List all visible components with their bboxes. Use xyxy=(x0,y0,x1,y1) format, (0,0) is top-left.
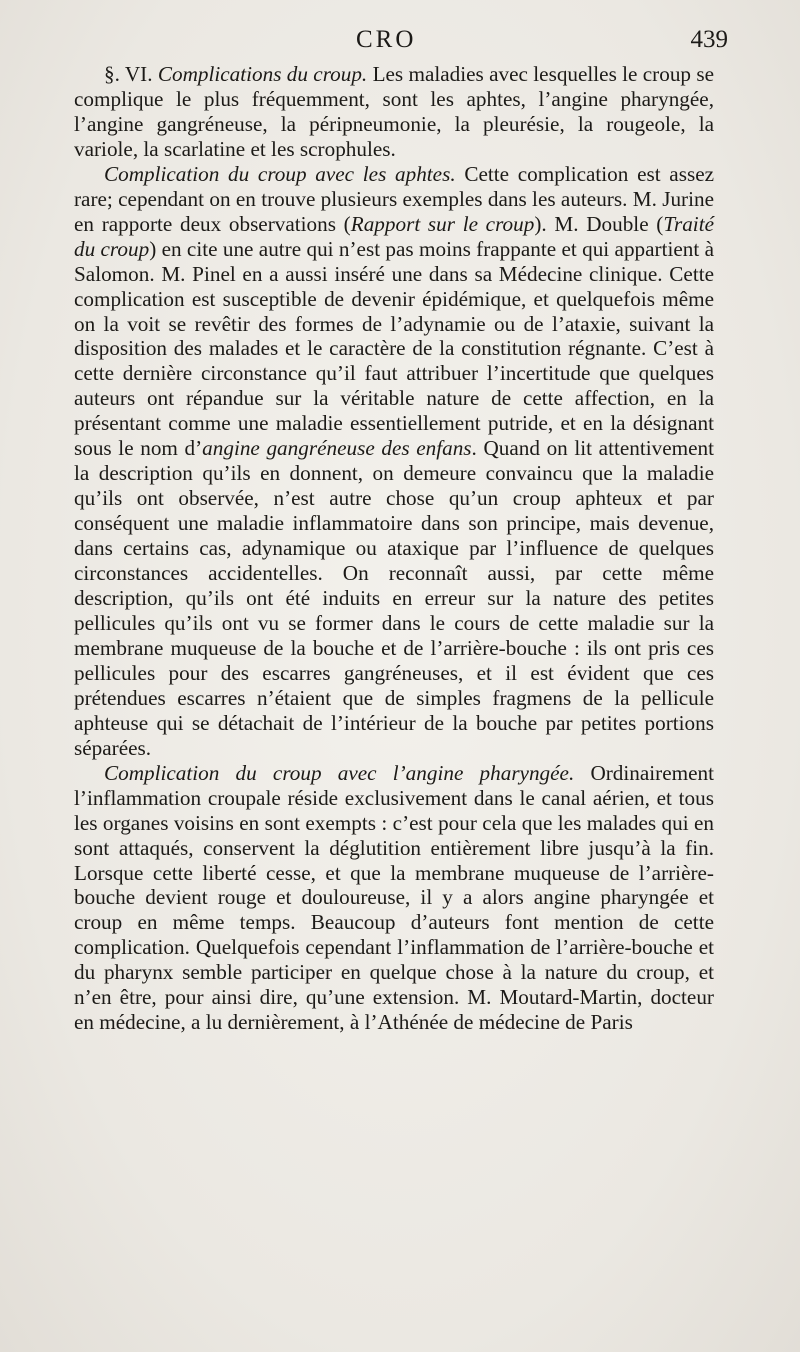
citation-title: Rapport sur le croup xyxy=(350,211,535,236)
section-mark: §. VI. xyxy=(104,62,153,86)
subsection-title: Complication du croup avec les aphtes. xyxy=(104,161,456,186)
section-title: Complications du croup. xyxy=(157,62,368,86)
paragraph-angine-pharyngee xyxy=(74,761,714,1035)
italic-term: angine gangréneuse des enfans xyxy=(202,436,472,461)
page-number: 439 xyxy=(690,26,728,53)
paragraph-text: Ordinairement l’inflammation croupale réside exclusivement dans le canal aérien, et tous les organes voisins en sont exempts : c’est pour cela que les malades qui en sont attaqués, conservent la déglutition entièrement libre jusqu’à la fin. Lorsque cette liberté cesse, et que la membrane muqueuse de l’arrière-bouche devient rouge et douloureuse, il y a alors angine pharyngée et croup en même temps. Beaucoup d’auteurs font mention de cette complication. Quelquefois cependant l’inflammation de l’arrière-bouche et du pharynx semble participer en quelque chose à la nature du croup, et n’en être, pour ainsi dire, qu’une extension. M. Moutard-Martin, docteur en médecine, a lu dernièrement, à l’Athénée de médecine de Paris xyxy=(74,760,714,1035)
paragraph-text: ) en cite une autre qui n’est pas moins frappante et qui appartient à Salomon. M. Pinel en a aussi inséré une dans sa Médecine clinique. Cette complication est susceptible de devenir épidémique, et quelquefois même on la voit se revêtir des formes de l’adynamie ou de l’ataxie, suivant la disposition des malades et le caractère de la constitution régnante. C’est à cette dernière circonstance qu’il faut attribuer l’incertitude que quelques auteurs ont répandue sur la véritable nature de cette affection, en la présentant comme une maladie essentiellement putride, et en la désignant sous le nom d’ xyxy=(74,236,714,461)
paragraph-text: . Quand on lit attentivement la description qu’ils en donnent, on demeure convaincu que la maladie qu’ils ont observée, n’est autre chose qu’un croup aphteux et par conséquent une maladie inflammatoire dans son principe, mais devenue, dans certains cas, adynamique ou ataxique par l’influence de quelques circonstances accidentelles. On reconnaît aussi, par cette même description, qu’ils ont été induits en erreur sur la nature des petites pellicules qu’ils ont vu se former dans le cours de cette maladie sur la membrane muqueuse de la bouche et de l’arrière-bouche : ils ont pris ces pellicules pour des escarres gangréneuses, et il est évident que ces prétendues escarres n’étaient que de simples fragmens de la pellicule aphteuse qui se détachait de l’intérieur de la bouche par petites portions séparées. xyxy=(74,436,714,760)
paragraph-text: ). M. Double ( xyxy=(534,211,664,236)
paragraph-text: Cette complication est assez rare; cependant on en trouve plusieurs exemples dans les auteurs. M. Jurine en rapporte deux observations ( xyxy=(74,161,715,236)
paragraph-complications xyxy=(74,62,714,162)
paragraph-aphtes xyxy=(74,162,714,761)
running-head: CRO xyxy=(356,26,417,53)
citation-title: Traité du croup xyxy=(74,211,714,261)
page-header xyxy=(0,26,800,66)
subsection-title: Complication du croup avec l’angine pharyngée. xyxy=(104,760,575,785)
body-text xyxy=(74,62,714,1035)
paragraph-text: Les maladies avec lesquelles le croup se complique le plus fréquemment, sont les aphtes, l’angine pharyngée, l’angine gangréneuse, la péripneumonie, la pleurésie, la rougeole, la variole, la scarlatine et les scrophules. xyxy=(74,62,715,161)
